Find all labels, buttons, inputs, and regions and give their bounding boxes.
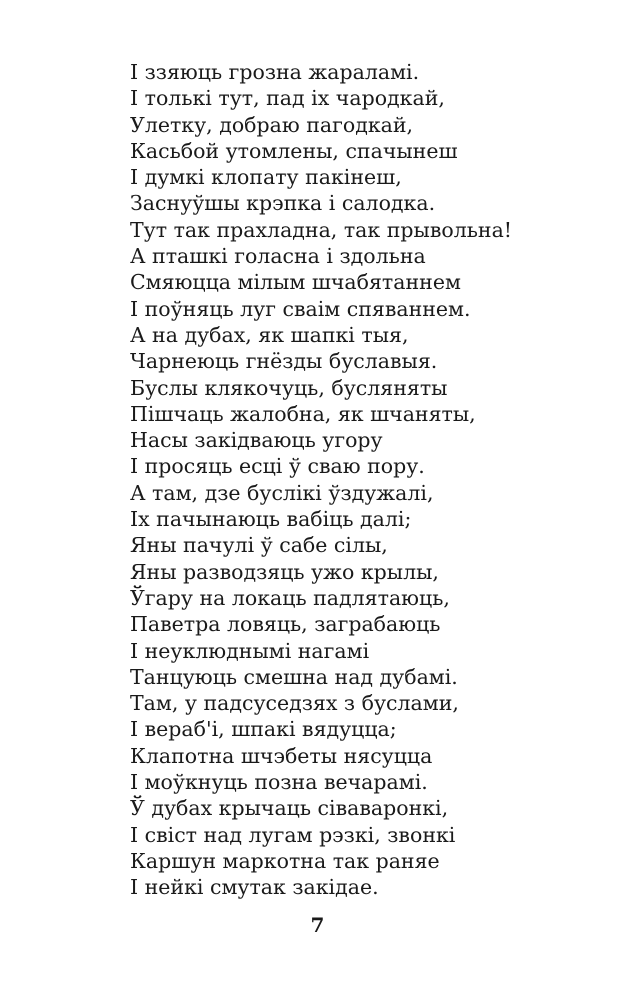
poem-line: І думкі клопату пакінеш, (130, 165, 402, 190)
poem-line: Каршун маркотна так раняе (130, 848, 440, 873)
poem-line: А на дубах, як шапкі тыя, (130, 322, 409, 347)
poem-line: Іх пачынаюць вабіць далі; (130, 507, 412, 532)
poem-text (130, 59, 512, 901)
poem-line: Ў дубах крычаць сіваваронкі, (130, 796, 449, 821)
poem-line: І свіст над лугам рэзкі, звонкі (130, 822, 456, 847)
poem-line: Тут так прахладна, так прывольна! (130, 217, 513, 242)
poem-line: Ўгару на локаць падлятаюць, (130, 585, 450, 610)
poem-line: Там, у падсуседзях з буслами, (130, 691, 459, 716)
poem-line: І неуклюднымі нагамі (130, 638, 370, 663)
page-number: 7 (310, 913, 325, 937)
poem-line: Смяюцца мілым шчабятаннем (130, 270, 461, 295)
poem-line: Паветра ловяць, заграбаюць (130, 612, 441, 637)
poem-line: Яны пачулі ў сабе сілы, (130, 533, 388, 558)
poem-line: Буслы клякочуць, бусляняты (130, 375, 448, 400)
poem-line: І просяць есці ў сваю пору. (130, 454, 425, 479)
poem-line: Клапотна шчэбеты нясуцца (130, 743, 433, 768)
poem-line: Чарнеюць гнёзды буславыя. (130, 349, 438, 374)
poem-line: Яны разводзяць ужо крылы, (130, 559, 439, 584)
poem-line: Касьбой утомлены, спачынеш (130, 138, 458, 163)
poem-line: А пташкі голасна і здольна (130, 244, 426, 269)
poem-line: А там, дзе буслікі ўздужалі, (130, 480, 434, 505)
poem-line: І толькі тут, пад іх чародкай, (130, 86, 445, 111)
poem-line: І ззяюць грозна жараламі. (130, 60, 420, 84)
poem-line: Насы закідваюць угору (130, 428, 383, 453)
poem-line: І нейкі смутак закідае. (130, 875, 379, 900)
poem-line: Пішчаць жалобна, як шчаняты, (130, 401, 476, 426)
poem-line: І моўкнуць позна вечарамі. (130, 770, 428, 795)
poem-line: І вераб'і, шпакі вядуцца; (130, 717, 397, 742)
poem-line: Заснуўшы крэпка і салодка. (130, 191, 436, 216)
poem-line: Улетку, добраю пагодкай, (130, 112, 414, 137)
poem-line: І поўняць луг сваім спяваннем. (130, 296, 471, 321)
poem-line: Танцуюць смешна над дубамі. (130, 664, 458, 689)
